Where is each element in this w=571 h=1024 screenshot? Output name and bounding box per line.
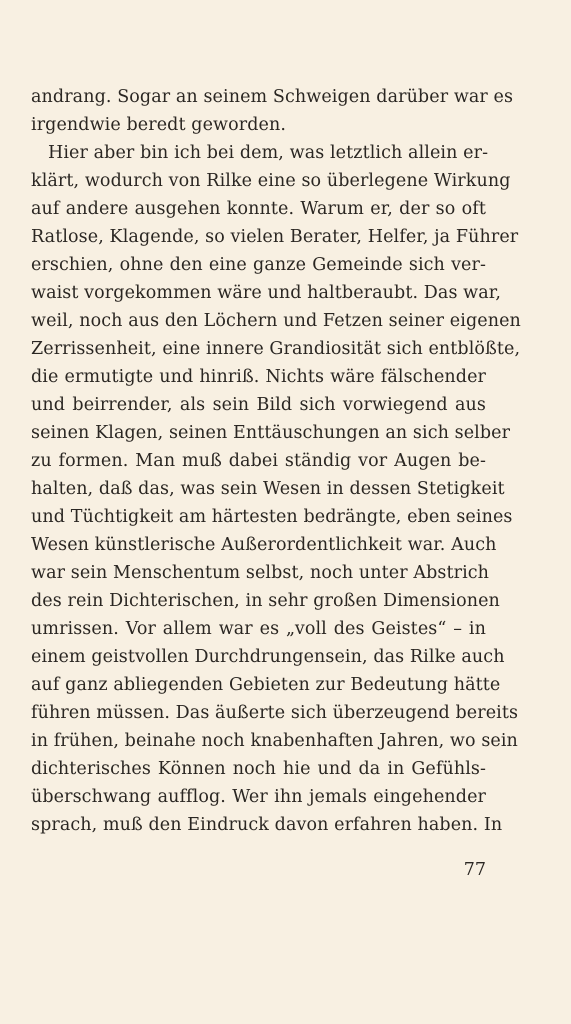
- text-line: auf andere ausgehen konnte. Warum er, der so oft: [31, 199, 486, 219]
- text-line: halten, daß das, was sein Wesen in dessen Stetigkeit: [31, 479, 505, 499]
- text-line: und Tüchtigkeit am härtesten bedrängte, eben seines: [31, 507, 513, 527]
- text-line: Wesen künstlerische Außerordentlichkeit war. Auch: [31, 535, 497, 555]
- text-line: sprach, muß den Eindruck davon erfahren haben. In: [31, 815, 503, 835]
- text-line: irgendwie beredt geworden.: [31, 115, 286, 135]
- page-number: 77: [463, 860, 486, 880]
- text-line: waist vorgekommen wäre und haltberaubt. Das war,: [31, 283, 502, 303]
- text-line: führen müssen. Das äußerte sich überzeugend bereits: [31, 703, 519, 723]
- text-line: und beirrender, als sein Bild sich vorwiegend aus: [31, 395, 486, 415]
- text-line: in frühen, beinahe noch knabenhaften Jahren, wo sein: [31, 731, 518, 751]
- text-line: erschien, ohne den eine ganze Gemeinde sich ver-: [31, 255, 486, 275]
- text-line: seinen Klagen, seinen Enttäuschungen an sich selber: [31, 423, 511, 443]
- text-line: Zerrissenheit, eine innere Grandiosität sich entblößte,: [31, 339, 521, 359]
- text-line: andrang. Sogar an seinem Schweigen darüber war es: [31, 87, 514, 107]
- text-line: zu formen. Man muß dabei ständig vor Augen be-: [31, 451, 486, 471]
- text-line: die ermutigte und hinriß. Nichts wäre fälschender: [31, 367, 486, 387]
- text-line: Hier aber bin ich bei dem, was letztlich allein er-: [48, 143, 489, 163]
- text-line: weil, noch aus den Löchern und Fetzen seiner eigenen: [31, 311, 521, 331]
- text-line: des rein Dichterischen, in sehr großen Dimensionen: [31, 591, 500, 611]
- text-line: war sein Menschentum selbst, noch unter Abstrich: [31, 563, 490, 583]
- body-text: [31, 83, 521, 839]
- text-line: umrissen. Vor allem war es „voll des Geistes“ – in: [31, 619, 486, 639]
- text-line: Ratlose, Klagende, so vielen Berater, Helfer, ja Führer: [31, 227, 519, 247]
- text-line: einem geistvollen Durchdrungensein, das Rilke auch: [31, 647, 505, 667]
- text-line: überschwang aufflog. Wer ihn jemals eingehender: [31, 787, 486, 807]
- text-line: dichterisches Können noch hie und da in Gefühls-: [31, 759, 486, 779]
- text-line: auf ganz abliegenden Gebieten zur Bedeutung hätte: [31, 675, 501, 695]
- text-line: klärt, wodurch von Rilke eine so überlegene Wirkung: [31, 171, 511, 191]
